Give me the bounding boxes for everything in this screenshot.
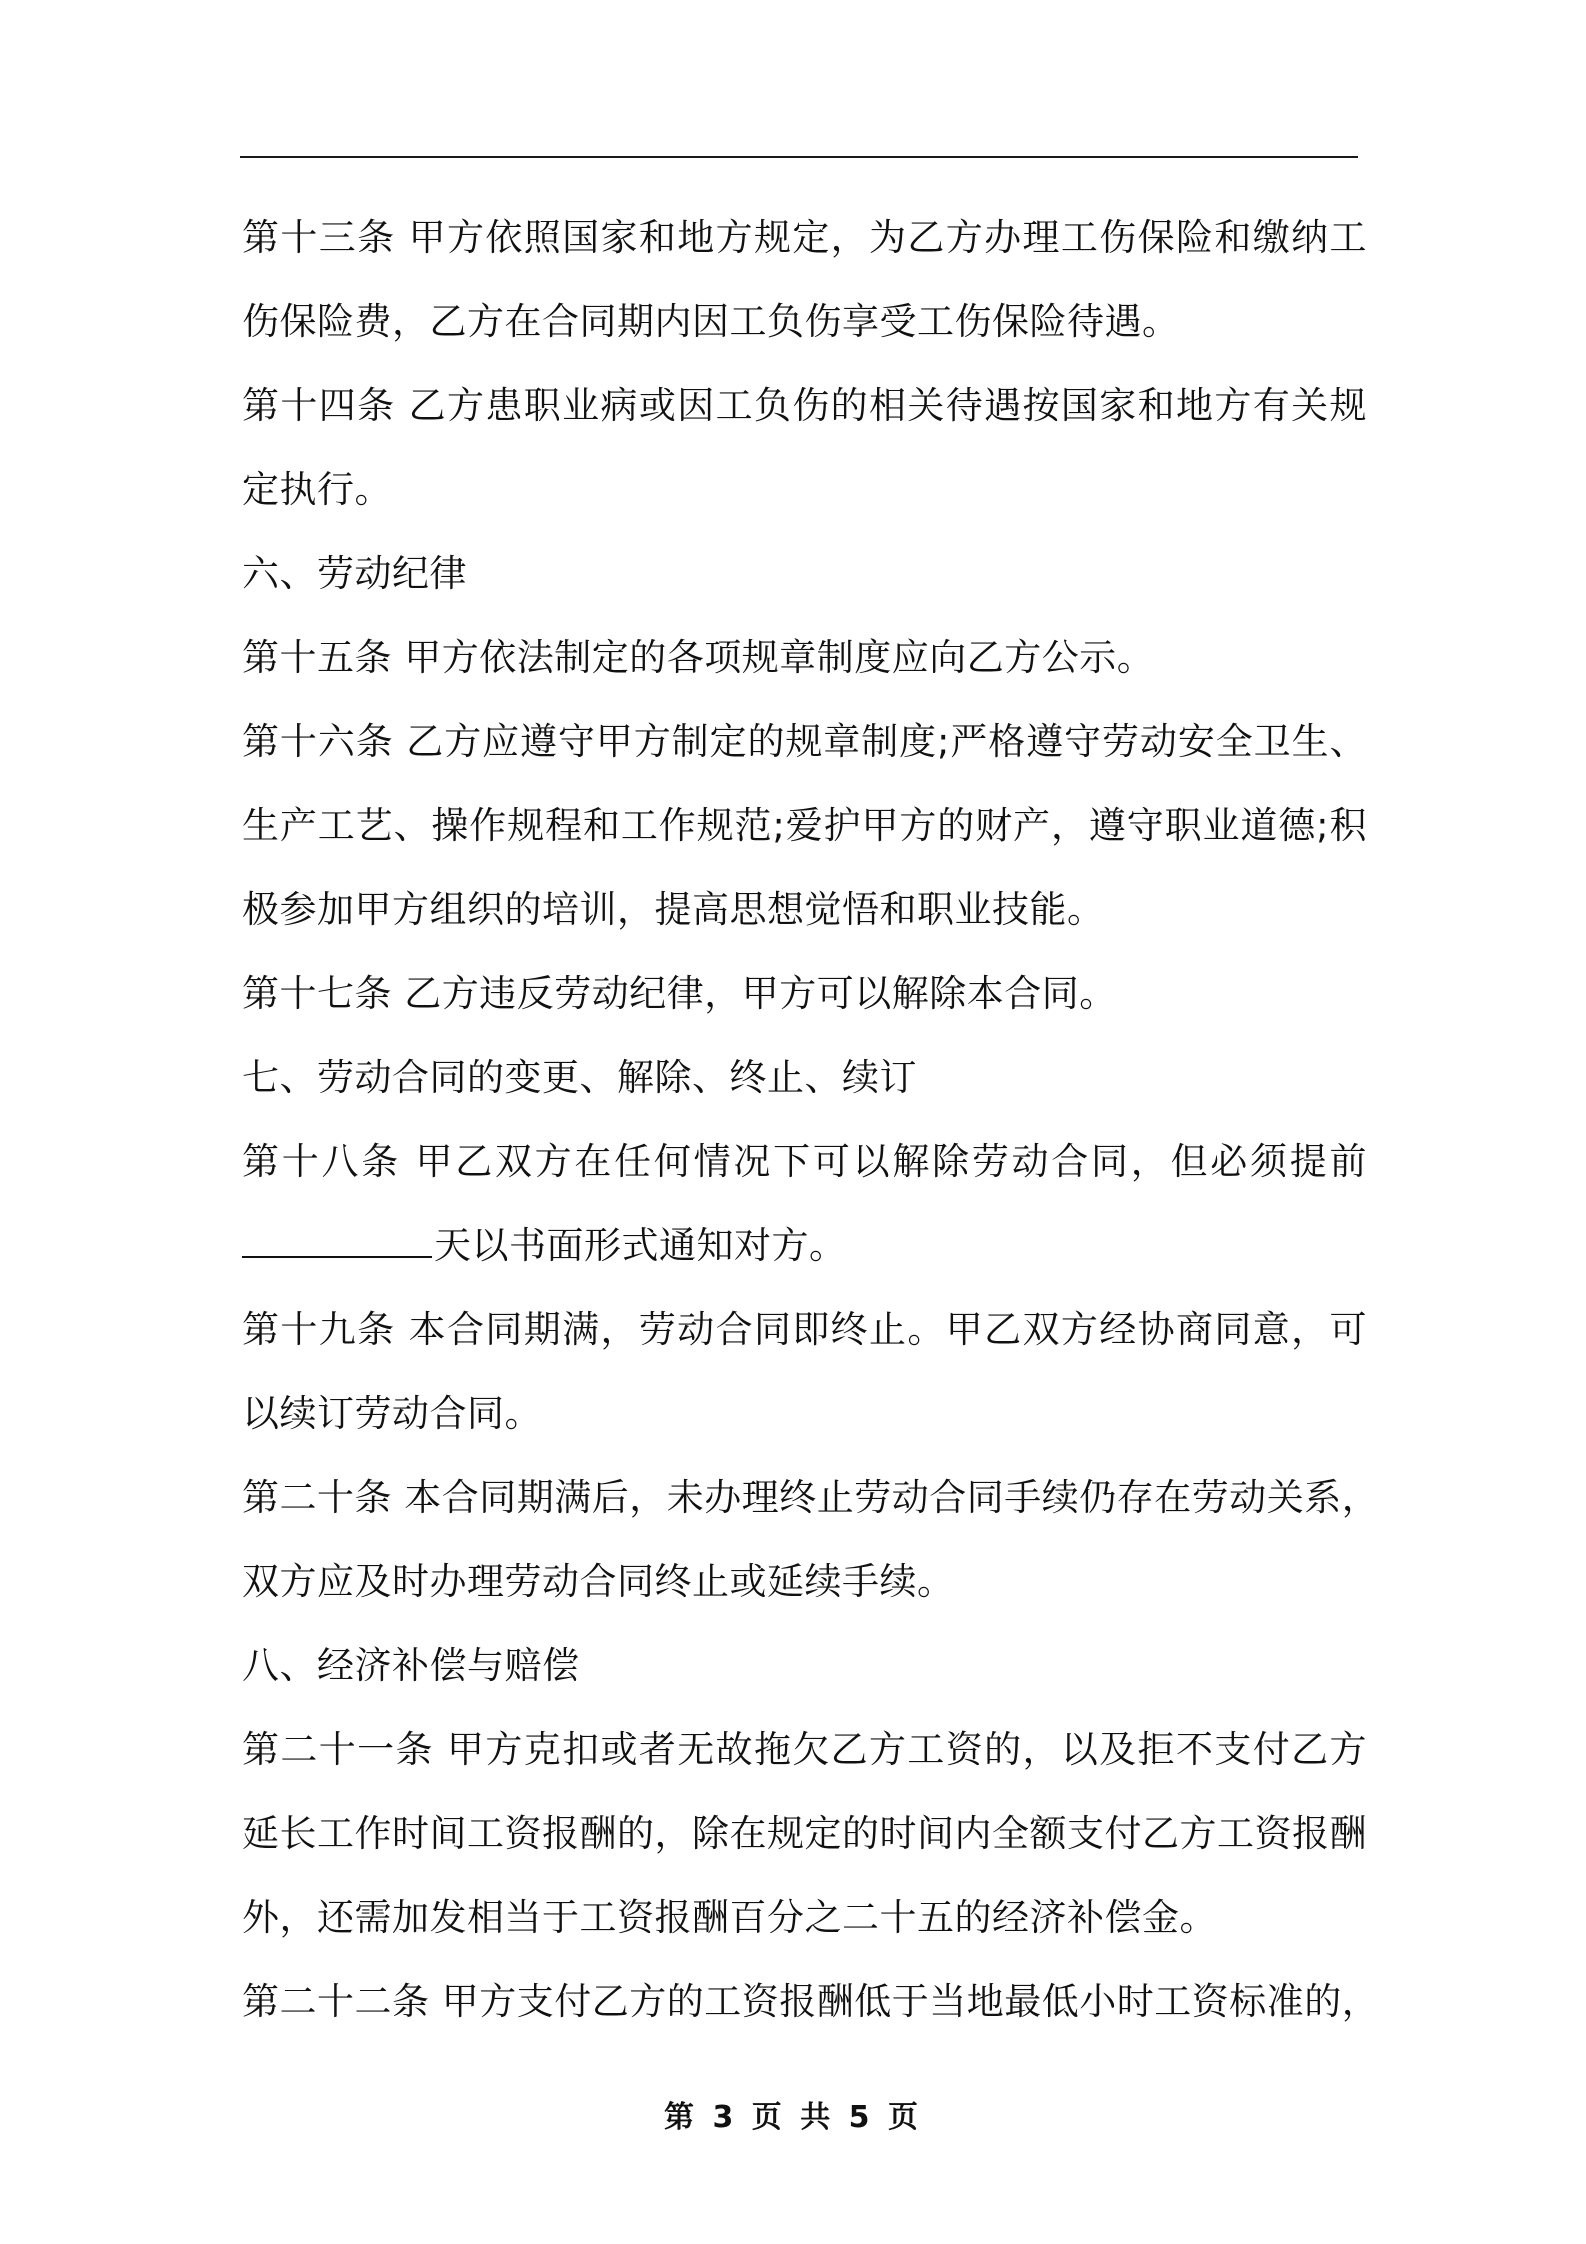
article-16-line-1: 第十六条 乙方应遵守甲方制定的规章制度;严格遵守劳动安全卫生、	[242, 720, 1367, 763]
fill-in-blank[interactable]	[242, 1218, 432, 1258]
article-14-line-1: 第十四条 乙方患职业病或因工负伤的相关待遇按国家和地方有关规	[242, 384, 1367, 427]
article-20-line-2: 双方应及时办理劳动合同终止或延续手续。	[242, 1560, 955, 1603]
section-7-heading: 七、劳动合同的变更、解除、终止、续订	[242, 1056, 917, 1099]
article-21-line-1: 第二十一条 甲方克扣或者无故拖欠乙方工资的，以及拒不支付乙方	[242, 1728, 1367, 1771]
article-18-line-2-text: 天以书面形式通知对方。	[434, 1224, 847, 1267]
article-18-line-2	[242, 1204, 1367, 1288]
article-13-line-1: 第十三条 甲方依照国家和地方规定，为乙方办理工伤保险和缴纳工	[242, 216, 1367, 259]
section-6-heading: 六、劳动纪律	[242, 552, 467, 595]
article-13-line-2: 伤保险费，乙方在合同期内因工负伤享受工伤保险待遇。	[242, 300, 1180, 343]
article-22-line-1: 第二十二条 甲方支付乙方的工资报酬低于当地最低小时工资标准的，	[242, 1980, 1380, 2023]
article-21-line-3: 外，还需加发相当于工资报酬百分之二十五的经济补偿金。	[242, 1896, 1217, 1939]
article-16-line-2: 生产工艺、操作规程和工作规范;爱护甲方的财产，遵守职业道德;积	[242, 804, 1367, 847]
article-20-line-1: 第二十条 本合同期满后，未办理终止劳动合同手续仍存在劳动关系，	[242, 1476, 1380, 1519]
article-18-line-1: 第十八条 甲乙双方在任何情况下可以解除劳动合同，但必须提前	[242, 1140, 1367, 1183]
article-19-line-1: 第十九条 本合同期满，劳动合同即终止。甲乙双方经协商同意，可	[242, 1308, 1367, 1351]
article-16-line-3: 极参加甲方组织的培训，提高思想觉悟和职业技能。	[242, 888, 1105, 931]
article-14-line-2: 定执行。	[242, 468, 392, 511]
article-15-line-1: 第十五条 甲方依法制定的各项规章制度应向乙方公示。	[242, 636, 1155, 679]
page-number: 第 3 页 共 5 页	[664, 2100, 922, 2135]
header-rule	[240, 156, 1358, 158]
article-17-line-1: 第十七条 乙方违反劳动纪律，甲方可以解除本合同。	[242, 972, 1117, 1015]
section-8-heading: 八、经济补偿与赔偿	[242, 1644, 580, 1687]
document-body	[242, 196, 1380, 2044]
article-21-line-2: 延长工作时间工资报酬的，除在规定的时间内全额支付乙方工资报酬	[242, 1812, 1367, 1855]
article-19-line-2: 以续订劳动合同。	[242, 1392, 542, 1435]
